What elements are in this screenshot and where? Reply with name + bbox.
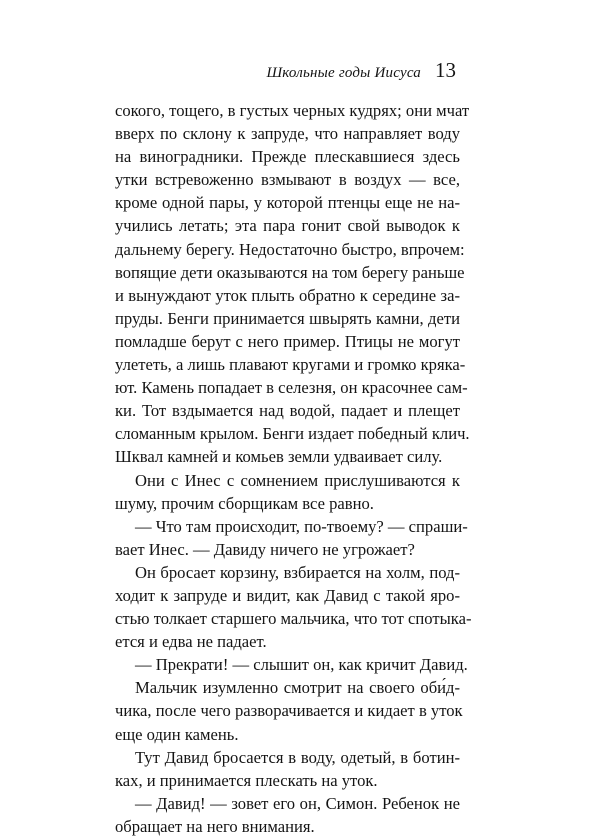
text-line: вает Инес. — Давиду ничего не угрожает? — [115, 539, 415, 559]
text-line: Шквал камней и комьев земли удваивает силу. — [115, 447, 443, 467]
text-line: вверх по склону к запруде, что направляет воду — [115, 124, 460, 144]
text-line: дальнему берегу. Недостаточно быстро, впрочем: — [115, 239, 465, 259]
text-line: Он бросает корзину, взбирается на холм, под- — [135, 562, 460, 582]
page-header — [266, 58, 456, 83]
text-line: ках, и принимается плескать на уток. — [115, 770, 378, 790]
text-line: улететь, а лишь плавают кругами и громко кряка- — [115, 355, 466, 375]
page-number: 13 — [435, 58, 456, 82]
text-line: — Давид! — зовет его он, Симон. Ребенок не — [135, 793, 460, 813]
text-line: ходит к запруде и видит, как Давид с такой яро- — [115, 585, 460, 605]
text-line: — Что там происходит, по-твоему? — спраши- — [135, 516, 468, 536]
text-line: сломанным крылом. Бенги издает победный клич. — [115, 424, 470, 444]
text-line: кроме одной пары, у которой птенцы еще не на- — [115, 193, 460, 213]
text-line: еще один камень. — [115, 724, 239, 744]
body-text — [115, 99, 472, 838]
text-line: на виноградники. Прежде плескавшиеся здесь — [115, 147, 460, 167]
text-line: — Прекрати! — слышит он, как кричит Давид. — [135, 655, 468, 675]
text-line: ют. Камень попадает в селезня, он красочнее сам- — [115, 378, 468, 398]
text-line: Они с Инес с сомнением прислушиваются к — [135, 470, 460, 490]
text-line: помладше берут с него пример. Птицы не могут — [115, 331, 460, 351]
text-line: учились летать; эта пара гонит свой выводок к — [115, 216, 460, 236]
text-line: чика, после чего разворачивается и кидает в уток — [115, 701, 463, 721]
text-line: Тут Давид бросается в воду, одетый, в ботин- — [135, 747, 460, 767]
text-line: пруды. Бенги принимается швырять камни, дети — [115, 308, 460, 328]
text-line: шуму, прочим сборщикам все равно. — [115, 493, 374, 513]
text-line: и вынуждают уток плыть обратно к середине за- — [115, 285, 460, 305]
text-line: сокого, тощего, в густых черных кудрях; они мчат — [115, 101, 470, 120]
text-line: стью толкает старшего мальчика, что тот спотыка- — [115, 609, 472, 629]
text-line: ется и едва не падает. — [115, 632, 267, 652]
text-line: вопящие дети оказываются на том берегу раньше — [115, 262, 465, 282]
text-line: Мальчик изумленно смотрит на своего оби́д- — [135, 678, 460, 698]
text-line: обращает на него внимания. — [115, 816, 315, 836]
text-line: утки встревоженно взмывают в воздух — все, — [115, 170, 460, 190]
text-line: ки. Тот вздымается над водой, падает и плещет — [115, 401, 460, 421]
running-title: Школьные годы Иисуса — [266, 65, 421, 81]
